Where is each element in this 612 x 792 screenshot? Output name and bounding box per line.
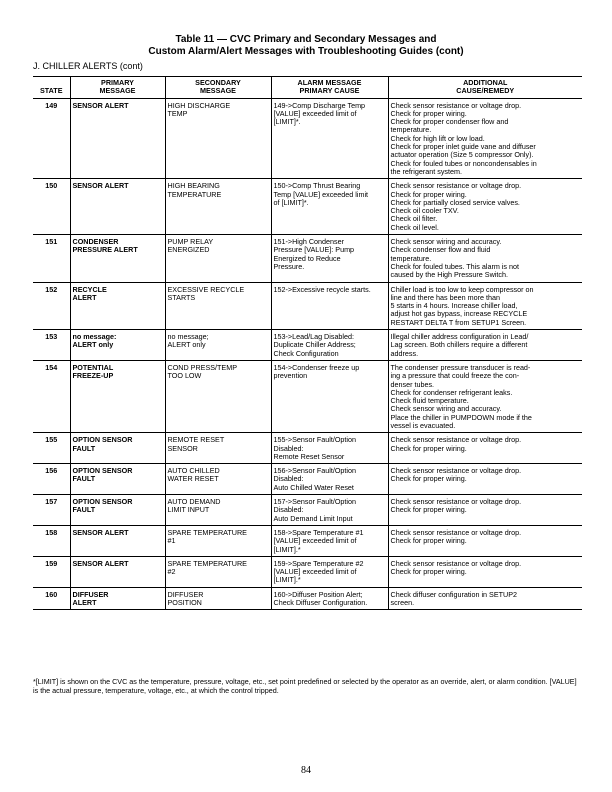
cause-remedy-cell: Illegal chiller address configuration in Lead/ Lag screen. Both chillers require a different address. [388,330,582,361]
cause-remedy-cell: The condenser pressure transducer is read- ing a pressure that could freeze the con- denser tubes. Check for condenser refrigerant leaks. Check fluid temperature. Check sensor wiring and accuracy. Place the chiller in PUMPDOWN mode if the vessel is evacuated. [388,360,582,432]
secondary-message-cell: PUMP RELAY ENERGIZED [165,235,271,282]
state-cell: 157 [33,495,70,526]
primary-message-cell: OPTION SENSOR FAULT [70,464,165,495]
secondary-message-cell: REMOTE RESET SENSOR [165,433,271,464]
primary-message-cell: POTENTIAL FREEZE-UP [70,360,165,432]
primary-cause-cell: 155->Sensor Fault/Option Disabled: Remote Reset Sensor [271,433,388,464]
header-row [33,77,582,99]
state-cell: 155 [33,433,70,464]
table-row [33,235,582,282]
cause-remedy-cell: Check sensor resistance or voltage drop. Check for proper wiring. [388,556,582,587]
primary-message-cell: DIFFUSER ALERT [70,587,165,610]
state-cell: 159 [33,556,70,587]
primary-cause-cell: 156->Sensor Fault/Option Disabled: Auto Chilled Water Reset [271,464,388,495]
section-label: J. CHILLER ALERTS (cont) [33,61,143,71]
primary-message-cell: OPTION SENSOR FAULT [70,495,165,526]
table-row [33,495,582,526]
primary-message-cell: SENSOR ALERT [70,179,165,235]
primary-cause-cell: 151->High Condenser Pressure [VALUE]: Pump Energized to Reduce Pressure. [271,235,388,282]
state-cell: 158 [33,525,70,556]
state-cell: 160 [33,587,70,610]
cause-remedy-cell: Check sensor resistance or voltage drop. Check for proper wiring. [388,495,582,526]
secondary-message-cell: AUTO CHILLED WATER RESET [165,464,271,495]
table-row [33,282,582,329]
state-cell: 151 [33,235,70,282]
primary-message-cell: OPTION SENSOR FAULT [70,433,165,464]
primary-message-cell: CONDENSER PRESSURE ALERT [70,235,165,282]
page-number: 84 [301,765,311,776]
primary-cause-cell: 154->Condenser freeze up prevention [271,360,388,432]
primary-cause-cell: 157->Sensor Fault/Option Disabled: Auto Demand Limit Input [271,495,388,526]
cause-remedy-cell: Check sensor wiring and accuracy. Check condenser flow and fluid temperature. Check for fouled tubes. This alarm is not caused by the High Pressure Switch. [388,235,582,282]
header-state: STATE [33,77,70,99]
table-body [33,98,582,610]
table-row [33,587,582,610]
table-title-line-2: Custom Alarm/Alert Messages with Troubleshooting Guides (cont) [148,46,464,57]
table-row [33,179,582,235]
primary-message-cell: SENSOR ALERT [70,98,165,179]
secondary-message-cell: AUTO DEMAND LIMIT INPUT [165,495,271,526]
primary-cause-cell: 153->Lead/Lag Disabled: Duplicate Chiller Address; Check Configuration [271,330,388,361]
cause-remedy-cell: Check sensor resistance or voltage drop. Check for proper wiring. [388,525,582,556]
secondary-message-cell: SPARE TEMPERATURE #2 [165,556,271,587]
cause-remedy-cell: Check sensor resistance or voltage drop. Check for proper wiring. [388,464,582,495]
secondary-message-cell: COND PRESS/TEMP TOO LOW [165,360,271,432]
state-cell: 152 [33,282,70,329]
state-cell: 149 [33,98,70,179]
header-primary-cause: ALARM MESSAGE PRIMARY CAUSE [271,77,388,99]
cause-remedy-cell: Check diffuser configuration in SETUP2 screen. [388,587,582,610]
secondary-message-cell: DIFFUSER POSITION [165,587,271,610]
state-cell: 153 [33,330,70,361]
footnote: *[LIMIT] is shown on the CVC as the temperature, pressure, voltage, etc., set point predefined or selected by the operator as an override, alert, or alarm condition. [VALUE] is the actual pressure, temperature, voltage, etc., at which the control tripped. [33,677,577,695]
state-cell: 156 [33,464,70,495]
secondary-message-cell: HIGH DISCHARGE TEMP [165,98,271,179]
table-title [0,34,612,58]
table-title-line-1: Table 11 — CVC Primary and Secondary Messages and [175,34,437,45]
state-cell: 150 [33,179,70,235]
state-cell: 154 [33,360,70,432]
cause-remedy-cell: Check sensor resistance or voltage drop. Check for proper wiring. [388,433,582,464]
table-row [33,464,582,495]
secondary-message-cell: no message; ALERT only [165,330,271,361]
table-row [33,433,582,464]
primary-cause-cell: 150->Comp Thrust Bearing Temp [VALUE] exceeded limit of [LIMIT]*. [271,179,388,235]
cause-remedy-cell: Check sensor resistance or voltage drop. Check for proper wiring. Check for proper condenser flow and temperature. Check for high lift or low load. Check for proper inlet guide vane and diffuser actuator operation (Size 5 compressor Only). Check for fouled tubes or noncondensables in the refrigerant system. [388,98,582,179]
cause-remedy-cell: Check sensor resistance or voltage drop. Check for proper wiring. Check for partially closed service valves. Check oil cooler TXV. Check oil filter. Check oil level. [388,179,582,235]
secondary-message-cell: SPARE TEMPERATURE #1 [165,525,271,556]
table-row [33,330,582,361]
table-row [33,360,582,432]
primary-message-cell: no message: ALERT only [70,330,165,361]
secondary-message-cell: HIGH BEARING TEMPERATURE [165,179,271,235]
primary-cause-cell: 159->Spare Temperature #2 [VALUE] exceeded limit of [LIMIT].* [271,556,388,587]
header-secondary-message: SECONDARY MESSAGE [165,77,271,99]
primary-cause-cell: 152->Excessive recycle starts. [271,282,388,329]
alerts-table [33,76,582,610]
primary-cause-cell: 160->Diffuser Position Alert; Check Diffuser Configuration. [271,587,388,610]
cause-remedy-cell: Chiller load is too low to keep compressor on line and there has been more than 5 starts in 4 hours. Increase chiller load, adjust hot gas bypass, increase RECYCLE RESTART DELTA T from SETUP1 Screen. [388,282,582,329]
primary-message-cell: RECYCLE ALERT [70,282,165,329]
table-row [33,525,582,556]
primary-cause-cell: 149->Comp Discharge Temp [VALUE] exceeded limit of [LIMIT]*. [271,98,388,179]
table-row [33,98,582,179]
header-primary-message: PRIMARY MESSAGE [70,77,165,99]
header-cause-remedy: ADDITIONAL CAUSE/REMEDY [388,77,582,99]
primary-message-cell: SENSOR ALERT [70,525,165,556]
primary-cause-cell: 158->Spare Temperature #1 [VALUE] exceeded limit of [LIMIT].* [271,525,388,556]
primary-message-cell: SENSOR ALERT [70,556,165,587]
secondary-message-cell: EXCESSIVE RECYCLE STARTS [165,282,271,329]
table-row [33,556,582,587]
